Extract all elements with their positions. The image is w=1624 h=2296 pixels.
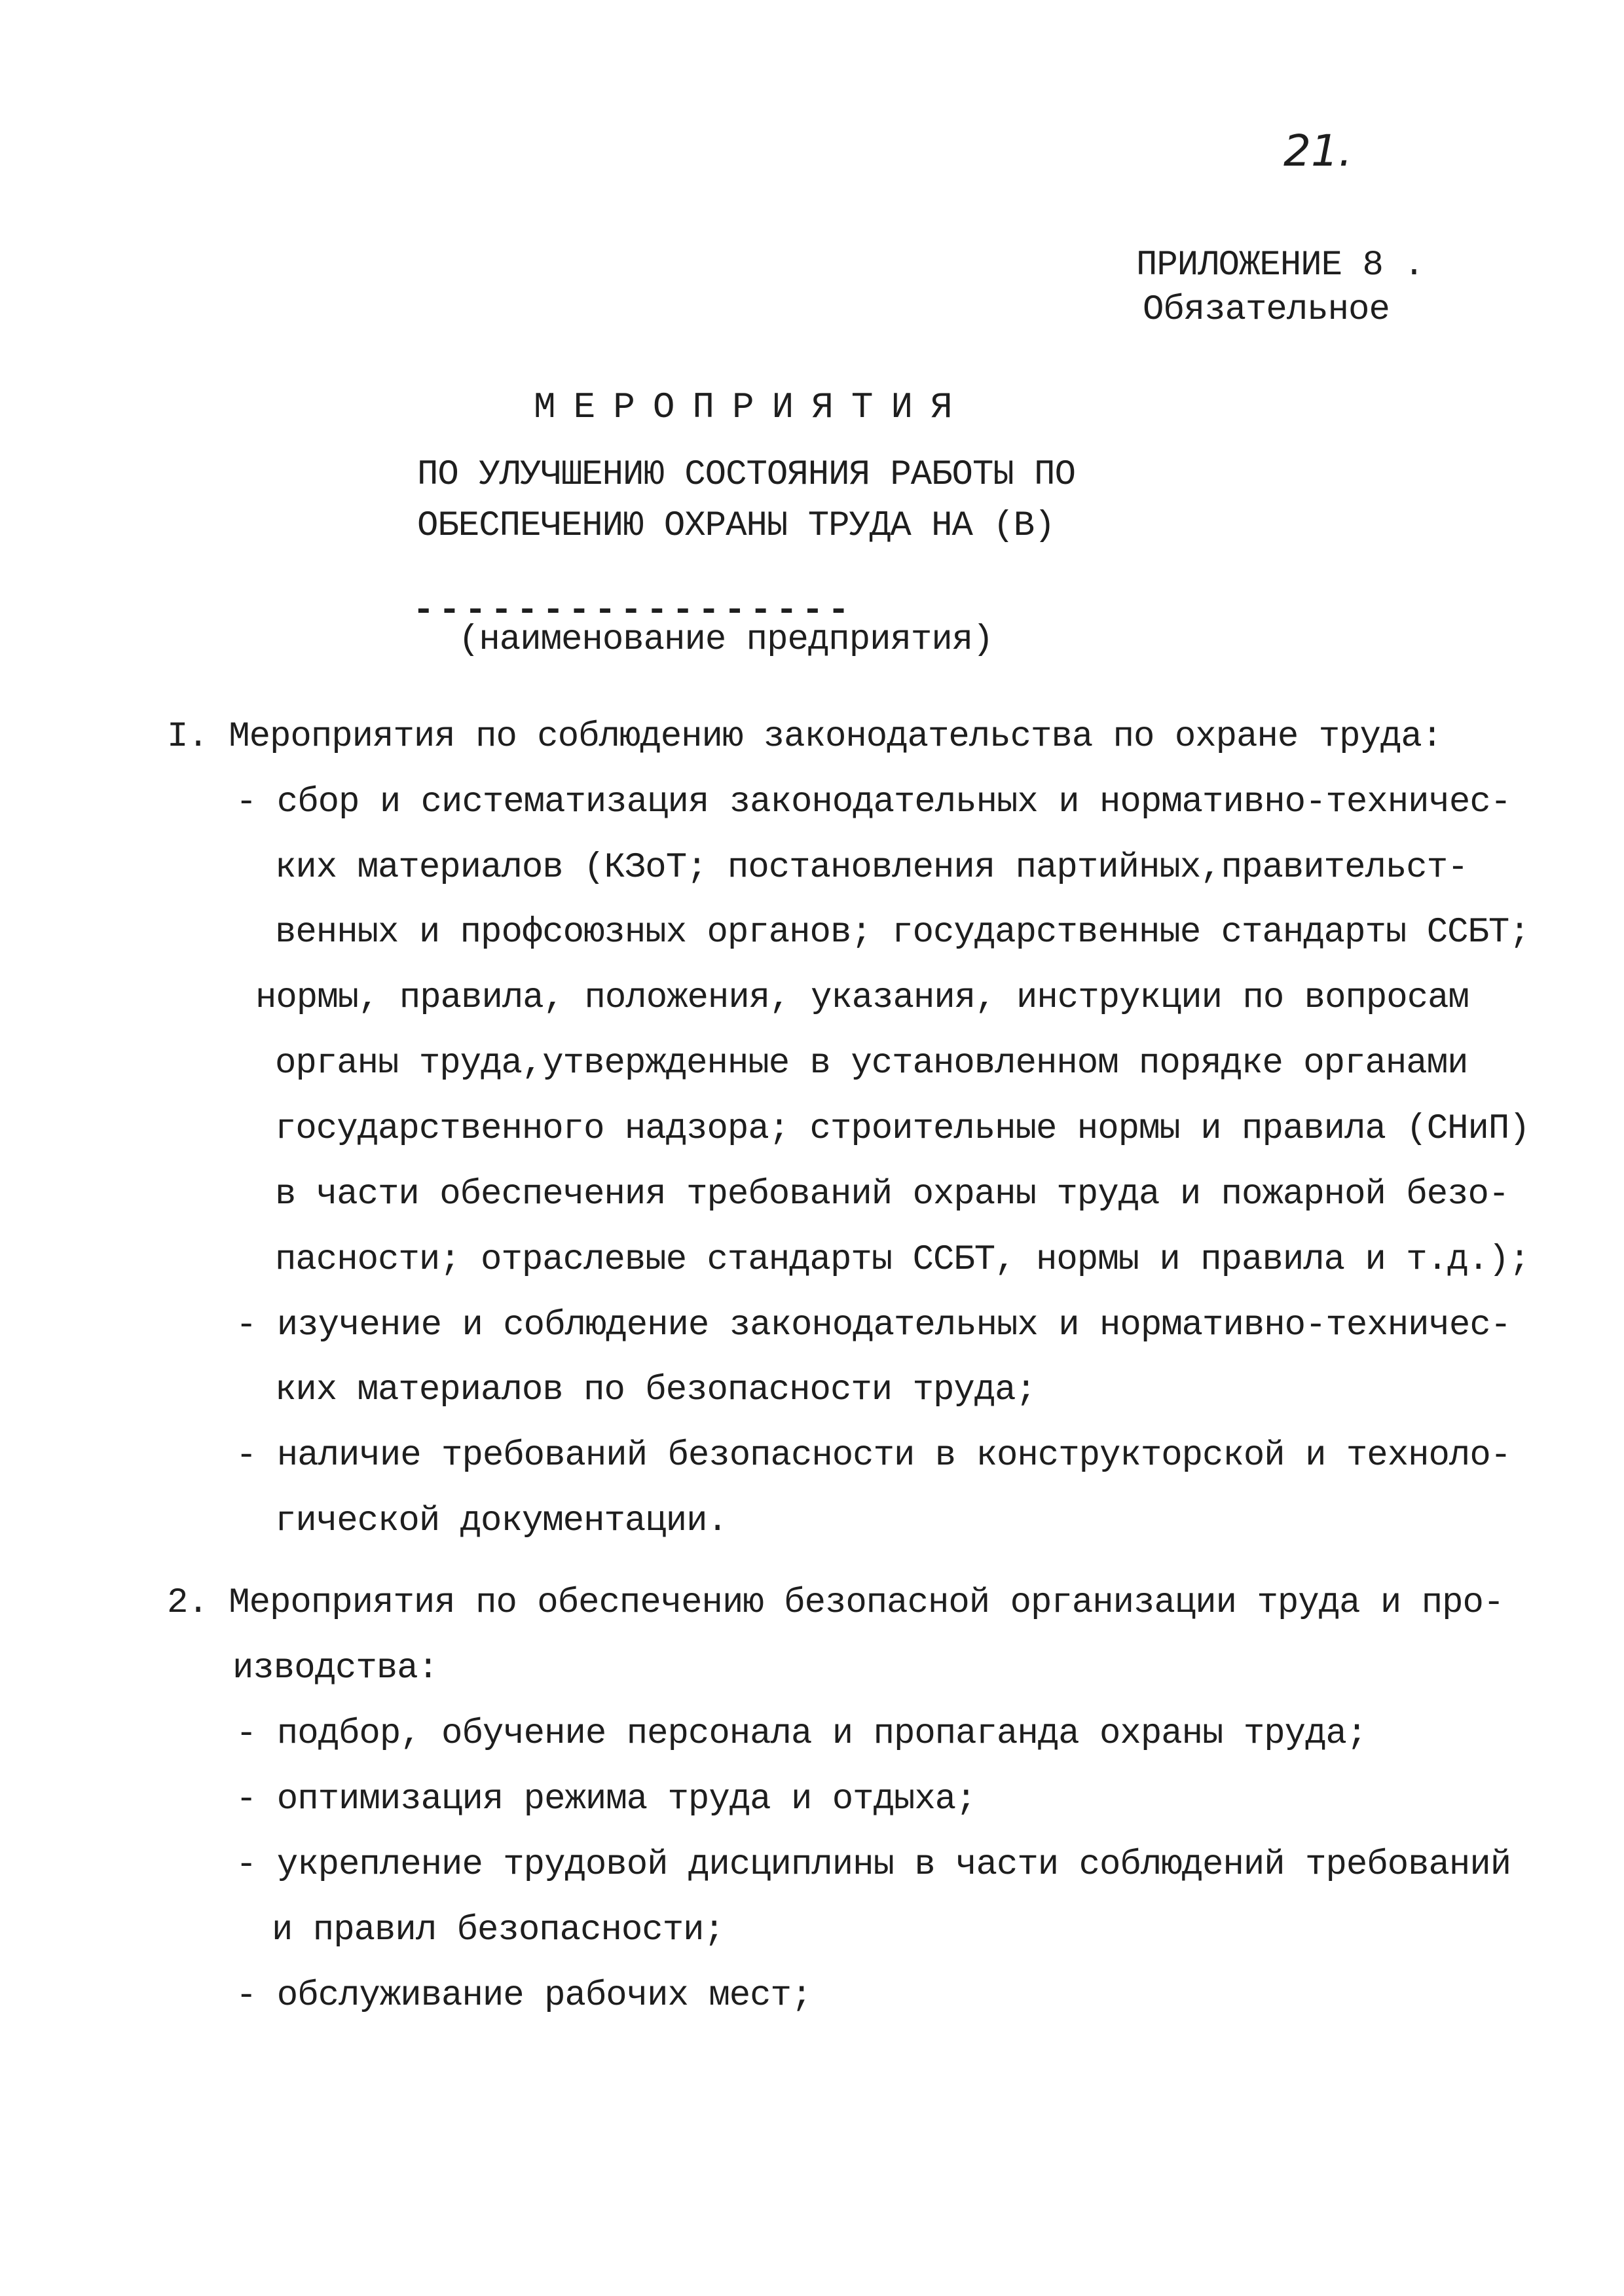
list-item: - подбор, обучение персонала и пропаганда охраны труда; bbox=[236, 1714, 1367, 1754]
document-title: МЕРОПРИЯТИЯ bbox=[534, 386, 970, 428]
appendix-status: Обязательное bbox=[1143, 290, 1390, 330]
list-item: - обслуживание рабочих мест; bbox=[236, 1976, 812, 2016]
list-item: - изучение и соблюдение законодательных и нормативно-техничес- bbox=[236, 1305, 1511, 1345]
list-item-continuation: государственного надзора; строительные нормы и правила (СНиП) bbox=[275, 1109, 1530, 1149]
section-2-heading-continuation: изводства: bbox=[232, 1649, 439, 1688]
list-item: - сбор и систематизация законодательных и нормативно-техничес- bbox=[236, 782, 1511, 822]
list-item-continuation: в части обеспечения требований охраны труда и пожарной безо- bbox=[275, 1175, 1509, 1214]
appendix-label: ПРИЛОЖЕНИЕ 8 . bbox=[1136, 246, 1424, 285]
list-item-continuation: пасности; отраслевые стандарты ССБТ, нормы и правила и т.д.); bbox=[275, 1240, 1530, 1280]
list-item: - оптимизация режима труда и отдыха; bbox=[236, 1779, 976, 1819]
list-item: - укрепление трудовой дисциплины в части соблюдений требований bbox=[236, 1845, 1511, 1885]
blank-fill-line: ----------------- bbox=[413, 589, 854, 631]
list-item-continuation: венных и профсоюзных органов; государственные стандарты ССБТ; bbox=[275, 913, 1530, 953]
list-item-continuation: нормы, правила, положения, указания, инструкции по вопросам bbox=[255, 978, 1469, 1018]
list-item-continuation: гической документации. bbox=[275, 1501, 728, 1541]
blank-caption: (наименование предприятия) bbox=[458, 620, 993, 660]
list-item-continuation: и правил безопасности; bbox=[272, 1910, 724, 1950]
list-item: - наличие требований безопасности в конструкторской и техноло- bbox=[236, 1436, 1511, 1476]
page-number: 21. bbox=[1283, 126, 1352, 176]
subtitle-line: ПО УЛУЧШЕНИЮ СОСТОЯНИЯ РАБОТЫ ПО bbox=[417, 455, 1075, 495]
list-item-continuation: органы труда,утвержденные в установленном порядке органами bbox=[275, 1044, 1468, 1084]
list-item-continuation: ких материалов по безопасности труда; bbox=[275, 1370, 1036, 1410]
list-item-continuation: ких материалов (КЗоТ; постановления партийных,правительст- bbox=[275, 848, 1468, 888]
section-2-heading: 2. Мероприятия по обеспечению безопасной организации труда и про- bbox=[167, 1583, 1504, 1623]
section-1-heading: I. Мероприятия по соблюдению законодательства по охране труда: bbox=[167, 717, 1443, 757]
subtitle-line: ОБЕСПЕЧЕНИЮ ОХРАНЫ ТРУДА НА (В) bbox=[417, 506, 1055, 546]
